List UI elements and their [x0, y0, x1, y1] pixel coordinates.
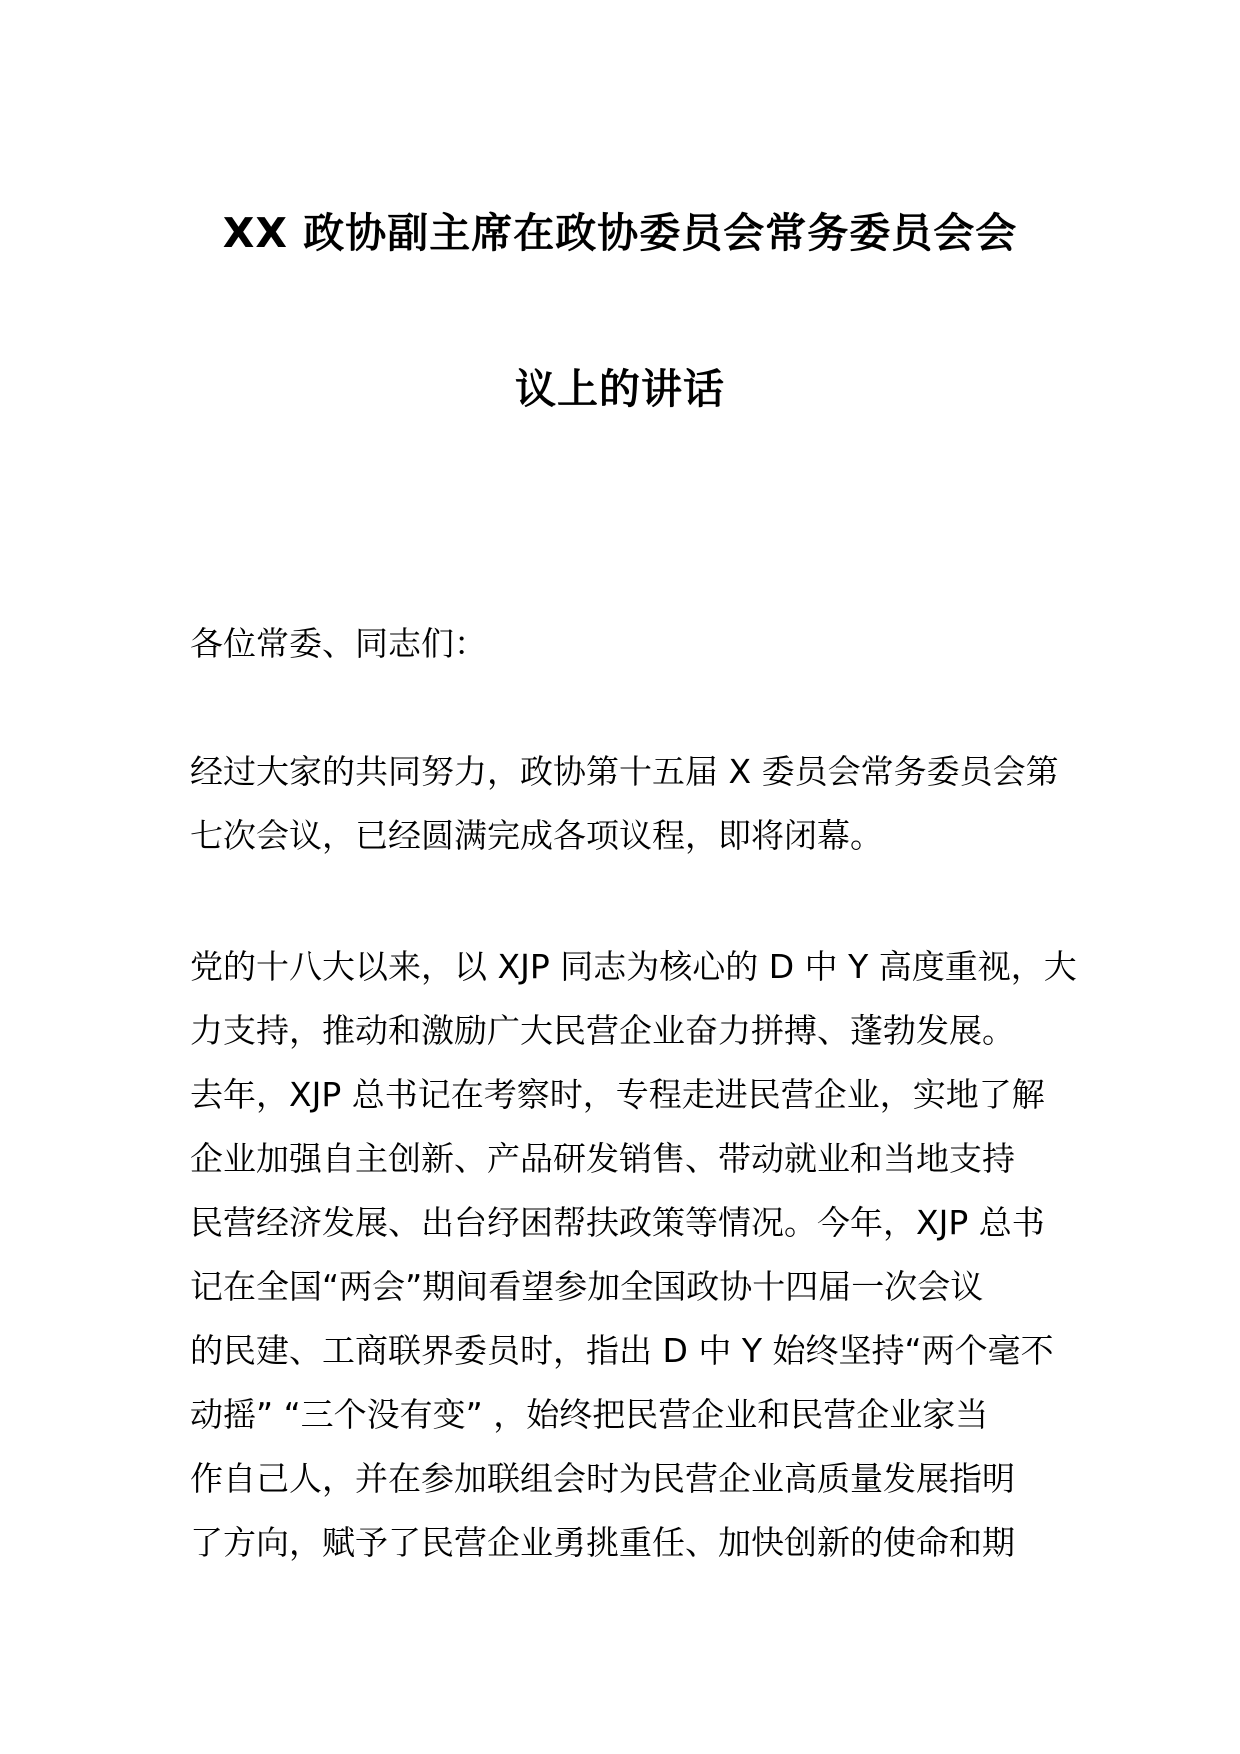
paragraph-2 [190, 935, 1077, 1575]
paragraph-2-line: 去年，XJP 总书记在考察时，专程走进民营企业，实地了解 [190, 1075, 1045, 1114]
paragraph-2-line: 力支持，推动和激励广大民营企业奋力拼搏、蓬勃发展。 [190, 1011, 1015, 1050]
paragraph-1 [190, 740, 1070, 868]
paragraph-2-line: 民营经济发展、出台纾困帮扶政策等情况。今年，XJP 总书 [190, 1203, 1045, 1242]
paragraph-2-line: 党的十八大以来，以 XJP 同志为核心的 D 中 Y 高度重视，大 [190, 947, 1077, 986]
document-title-line-2: 议上的讲话 [515, 365, 725, 413]
paragraph-2-line: 动摇” “三个没有变” ，始终把民营企业和民营企业家当 [190, 1395, 989, 1434]
greeting-text: 各位常委、同志们： [190, 624, 487, 663]
document-title-line-1: XX 政协副主席在政协委员会常务委员会会 [222, 209, 1018, 257]
paragraph-2-line: 作自己人，并在参加联组会时为民营企业高质量发展指明 [190, 1459, 1015, 1498]
paragraph-1-line: 经过大家的共同努力，政协第十五届 X 委员会常务委员会第 [190, 752, 1059, 791]
paragraph-1-line: 七次会议，已经圆满完成各项议程，即将闭幕。 [190, 816, 883, 855]
paragraph-2-line: 企业加强自主创新、产品研发销售、带动就业和当地支持 [190, 1139, 1015, 1178]
paragraph-2-line: 了方向，赋予了民营企业勇挑重任、加快创新的使命和期 [190, 1523, 1015, 1562]
greeting [190, 612, 1070, 676]
paragraph-2-line: 记在全国“两会”期间看望参加全国政协十四届一次会议 [190, 1267, 984, 1306]
paragraph-2-line: 的民建、工商联界委员时，指出 D 中 Y 始终坚持“两个毫不 [190, 1331, 1054, 1370]
